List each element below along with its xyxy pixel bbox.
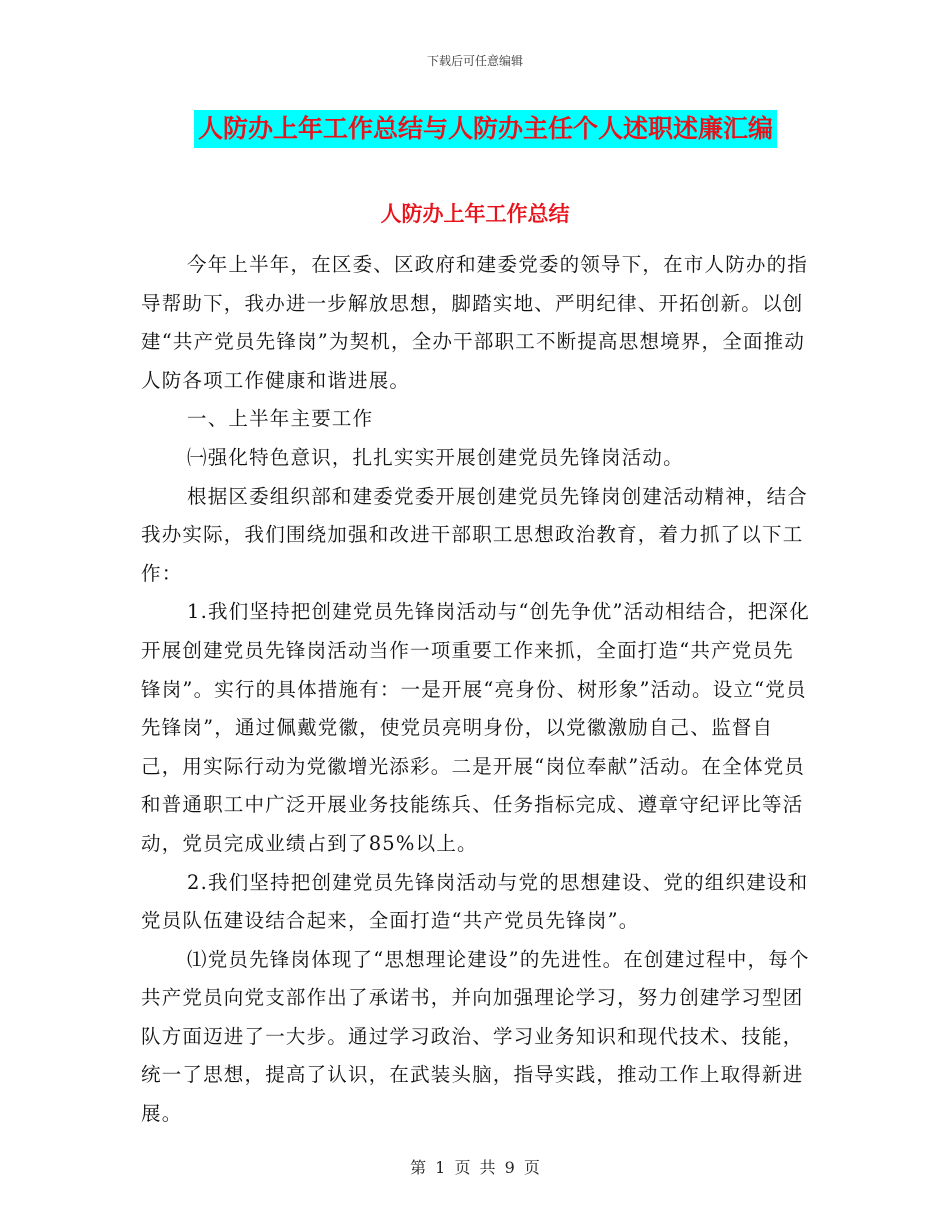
paragraph-item-2: 2.我们坚持把创建党员先锋岗活动与党的思想建设、党的组织建设和党员队伍建设结合起来，全面打造“共产党员先锋岗”。	[141, 870, 809, 933]
heading-main-work: 一、上半年主要工作	[187, 407, 374, 431]
paragraph-subitem-1: ⑴党员先锋岗体现了“思想理论建设”的先进性。在创建过程中，每个共产党员向党支部作出了承诺书，并向加强理论学习，努力创建学习型团队方面迈进了一大步。通过学习政治、学习业务知识和现代技术、技能，统一了思想，提高了认识，在武装头脑，指导实践，推动工作上取得新进展。	[141, 947, 810, 1126]
page-number-footer: 第 1 页 共 9 页	[410, 1158, 540, 1177]
subheading-pioneer-activity: ㈠强化特色意识，扎扎实实开展创建党员先锋岗活动。	[187, 445, 684, 469]
header-note: 下载后可任意编辑	[426, 54, 523, 68]
paragraph-item-1: 1.我们坚持把创建党员先锋岗活动与“创先争优”活动相结合，把深化开展创建党员先锋岗活动当作一项重要工作来抓，全面打造“共产党员先锋岗”。实行的具体措施有：一是开展“亮身份、树形象”活动。设立“党员先锋岗”，通过佩戴党徽，使党员亮明身份，以党徽激励自己、监督自己，用实际行动为党徽增光添彩。二是开展“岗位奉献”活动。在全体党员和普通职工中广泛开展业务技能练兵、任务指标完成、遵章守纪评比等活动，党员完成业绩占到了85%以上。	[141, 600, 810, 855]
document-body	[141, 246, 811, 1134]
section-title: 人防办上年工作总结	[380, 202, 570, 226]
paragraph-basis: 根据区委组织部和建委党委开展创建党员先锋岗创建活动精神，结合我办实际，我们围绕加强和改进干部职工思想政治教育，着力抓了以下工作：	[141, 484, 809, 585]
paragraph-intro: 今年上半年，在区委、区政府和建委党委的领导下，在市人防办的指导帮助下，我办进一步解放思想，脚踏实地、严明纪律、开拓创新。以创建“共产党员先锋岗”为契机，全办干部职工不断提高思想境界，全面推动人防各项工作健康和谐进展。	[141, 253, 809, 392]
document-main-title: 人防办上年工作总结与人防办主任个人述职述廉汇编	[194, 110, 777, 148]
